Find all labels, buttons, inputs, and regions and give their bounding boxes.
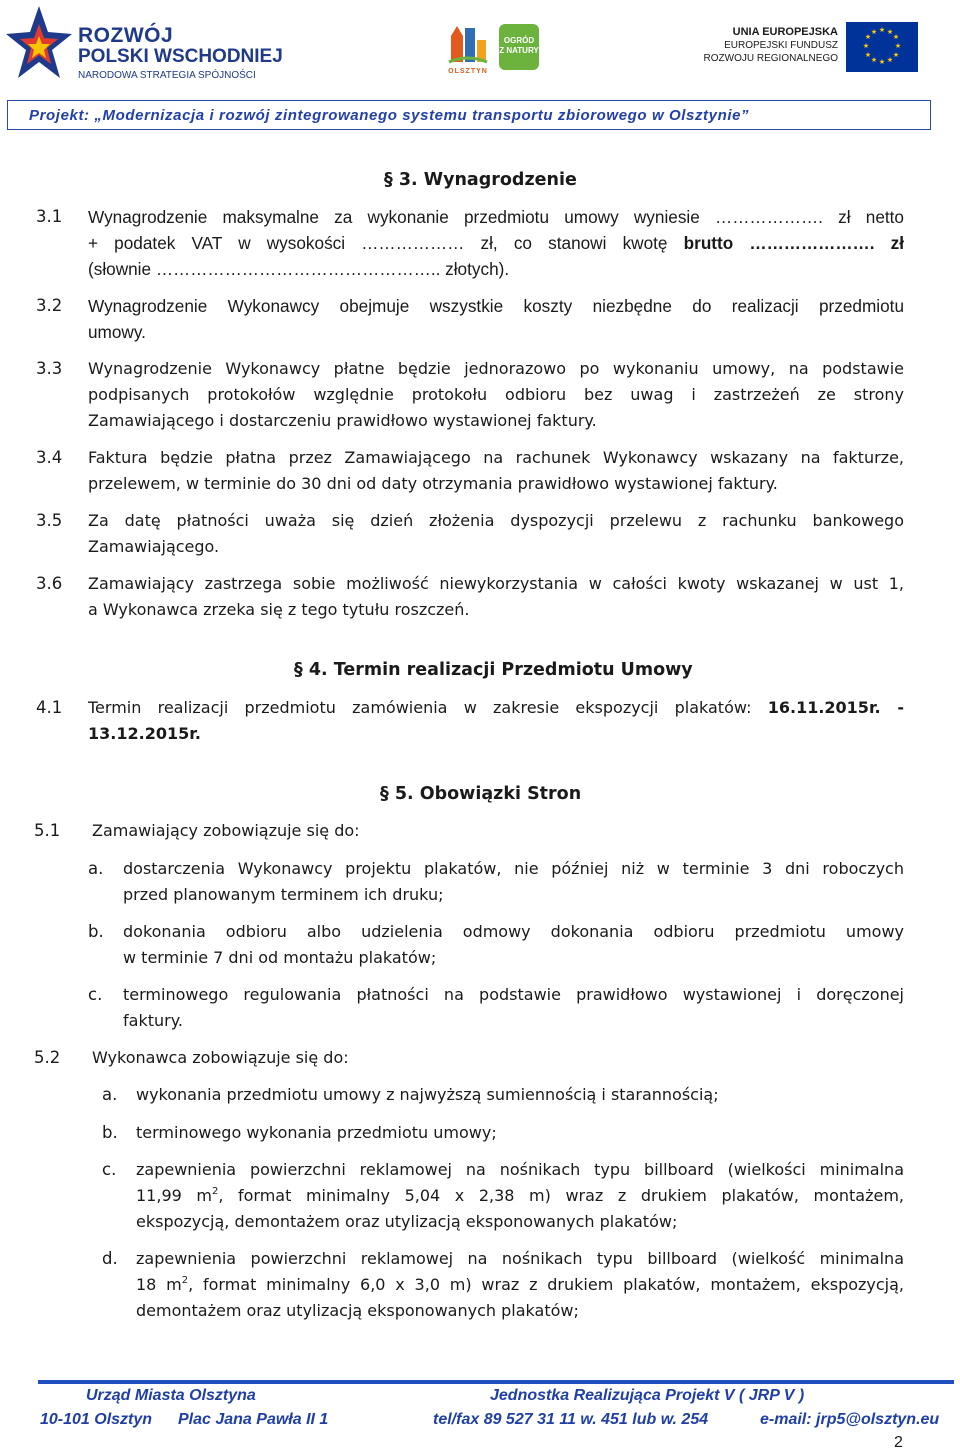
ue-line3: ROZWOJU REGIONALNEGO bbox=[703, 53, 838, 64]
para-3-5-line2: Zamawiającego. bbox=[88, 537, 220, 556]
footer-address-city: 10-101 Olsztyn bbox=[40, 1411, 153, 1428]
para-4-1-start-date: 16.11.2015r. - bbox=[767, 698, 904, 717]
para-3-3-number: 3.3 bbox=[36, 359, 63, 378]
svg-text:★: ★ bbox=[894, 42, 902, 50]
svg-text:★: ★ bbox=[886, 56, 894, 64]
item-5-1-c-line1: terminowego regulowania płatności na podstawie prawidłowo wystawionej i doręczonej bbox=[123, 985, 904, 1004]
footer-unit: Jednostka Realizująca Projekt V ( JRP V ) bbox=[490, 1387, 805, 1404]
para-4-1-text: Termin realizacji przedmiotu zamówienia w zakresie ekspozycji plakatów: bbox=[88, 698, 768, 717]
para-3-4-line1: Faktura będzie płatna przez Zamawiającego na rachunek Wykonawcy wskazany na fakturze, bbox=[88, 448, 904, 467]
para-3-4-number: 3.4 bbox=[36, 448, 63, 467]
item-5-2-d-label: d. bbox=[102, 1249, 118, 1268]
para-3-3-line3: Zamawiającego i dostarczeniu prawidłowo wystawionej faktury. bbox=[88, 411, 597, 430]
footer-divider bbox=[38, 1380, 954, 1384]
ogrod-line2: Z NATURY bbox=[499, 46, 539, 55]
ue-line2: EUROPEJSKI FUNDUSZ bbox=[724, 40, 838, 51]
svg-text:★: ★ bbox=[870, 28, 878, 36]
olsztyn-logo bbox=[447, 18, 547, 80]
eu-flag-icon bbox=[846, 22, 918, 72]
para-4-1-number: 4.1 bbox=[36, 698, 63, 717]
para-5-2-text: Wykonawca zobowiązuje się do: bbox=[92, 1048, 349, 1067]
item-5-2-b-label: b. bbox=[102, 1123, 118, 1142]
item-5-2-c-line2 bbox=[136, 1186, 904, 1205]
item-5-1-b-label: b. bbox=[88, 922, 104, 941]
item-5-1-a-line1: dostarczenia Wykonawcy projektu plakatów, nie później niż w terminie 3 dni roboczych bbox=[123, 859, 904, 878]
section-3-heading: § 3. Wynagrodzenie bbox=[384, 170, 577, 190]
footer-email: e-mail: jrp5@olsztyn.eu bbox=[760, 1411, 940, 1428]
item-5-2-c-label: c. bbox=[102, 1160, 117, 1179]
para-3-1-number: 3.1 bbox=[36, 207, 63, 226]
item-5-2-d-line2 bbox=[136, 1275, 904, 1294]
item-5-1-b-line2: w terminie 7 dni od montażu plakatów; bbox=[123, 948, 437, 967]
para-3-6-line2: a Wykonawca zrzeka się z tego tytułu roszczeń. bbox=[88, 600, 470, 619]
item-5-2-b-line1: terminowego wykonania przedmiotu umowy; bbox=[136, 1123, 497, 1142]
svg-text:★: ★ bbox=[862, 42, 870, 50]
olsztyn-emblem-icon bbox=[447, 18, 489, 68]
svg-text:★: ★ bbox=[870, 56, 878, 64]
para-3-4-line2: przelewem, w terminie do 30 dni od daty otrzymania prawidłowo wystawionej faktury. bbox=[88, 474, 778, 493]
item-5-1-a-label: a. bbox=[88, 859, 104, 878]
svg-text:★: ★ bbox=[892, 51, 900, 59]
svg-text:★: ★ bbox=[864, 51, 872, 59]
para-4-1-line1 bbox=[88, 698, 904, 717]
para-5-1-number: 5.1 bbox=[34, 821, 61, 840]
item-5-2-d-format: , format minimalny 6,0 x 3,0 m) wraz z drukiem plakatów, montażem, ekspozycją, bbox=[188, 1275, 905, 1294]
rozwoj-polski-wschodniej-logo bbox=[6, 4, 296, 84]
ue-line1: UNIA EUROPEJSKA bbox=[732, 26, 838, 38]
rpw-line1: ROZWÓJ bbox=[78, 24, 174, 47]
svg-text:★: ★ bbox=[878, 26, 886, 34]
para-3-1-line1: Wynagrodzenie maksymalne za wykonanie przedmiotu umowy wyniesie ………………. zł netto bbox=[88, 207, 904, 227]
item-5-2-c-line3: ekspozycją, demontażem oraz utylizacją eksponowanych plakatów; bbox=[136, 1212, 678, 1231]
para-3-5-line1: Za datę płatności uważa się dzień złożenia dyspozycji przelewu z rachunku bankowego bbox=[88, 511, 904, 530]
para-3-1-brutto: brutto …………………. zł bbox=[683, 233, 905, 253]
project-banner bbox=[7, 100, 931, 130]
section-5-heading: § 5. Obowiązki Stron bbox=[380, 784, 582, 804]
para-4-1-end-date: 13.12.2015r. bbox=[88, 724, 201, 743]
item-5-1-c-line2: faktury. bbox=[123, 1011, 183, 1030]
rpw-star-icon bbox=[6, 4, 72, 82]
rpw-line2: POLSKI WSCHODNIEJ bbox=[78, 46, 283, 67]
para-3-1-line2 bbox=[88, 233, 904, 254]
page-number: 2 bbox=[894, 1434, 903, 1451]
para-3-2-number: 3.2 bbox=[36, 296, 63, 315]
item-5-2-a-label: a. bbox=[102, 1085, 118, 1104]
para-3-5-number: 3.5 bbox=[36, 511, 63, 530]
para-3-2-line1: Wynagrodzenie Wykonawcy obejmuje wszystkie koszty niezbędne do realizacji przedmiotu bbox=[88, 296, 904, 316]
svg-text:★: ★ bbox=[886, 28, 894, 36]
item-5-2-c-sup: 2 bbox=[211, 1186, 219, 1197]
footer-address-street: Plac Jana Pawła II 1 bbox=[178, 1411, 329, 1428]
item-5-2-c-area: 11,99 m bbox=[136, 1186, 212, 1205]
item-5-2-c-line1: zapewnienia powierzchni reklamowej na nośnikach typu billboard (wielkości minimalna bbox=[136, 1160, 904, 1179]
para-3-6-line1: Zamawiający zastrzega sobie możliwość niewykorzystania w całości kwoty wskazanej w ust 1, bbox=[88, 574, 904, 593]
rpw-line3: NARODOWA STRATEGIA SPÓJNOŚCI bbox=[78, 70, 256, 81]
svg-text:★: ★ bbox=[892, 33, 900, 41]
item-5-2-d-line1: zapewnienia powierzchni reklamowej na nośnikach typu billboard (wielkość minimalna bbox=[136, 1249, 904, 1268]
item-5-1-b-line1: dokonania odbioru albo udzielenia odmowy dokonania odbioru przedmiotu umowy bbox=[123, 922, 904, 941]
item-5-1-c-label: c. bbox=[88, 985, 103, 1004]
item-5-2-c-format: , format minimalny 5,04 x 2,38 m) wraz z drukiem plakatów, montażem, bbox=[218, 1186, 904, 1205]
svg-text:★: ★ bbox=[864, 33, 872, 41]
para-3-1-line3: (słownie ………………………………………….. złotych). bbox=[88, 259, 510, 279]
para-3-2-line2: umowy. bbox=[88, 322, 146, 342]
para-5-1-text: Zamawiający zobowiązuje się do: bbox=[92, 821, 360, 840]
para-3-6-number: 3.6 bbox=[36, 574, 63, 593]
eu-logo bbox=[700, 20, 920, 76]
footer-office: Urząd Miasta Olsztyna bbox=[86, 1387, 256, 1404]
item-5-2-d-line3: demontażem oraz utylizacją eksponowanych plakatów; bbox=[136, 1301, 579, 1320]
para-4-1-line2 bbox=[88, 724, 201, 743]
para-3-3-line2: podpisanych protokołów względnie protokołu odbioru bez uwag i zastrzeżeń ze strony bbox=[88, 385, 904, 404]
svg-text:★: ★ bbox=[878, 58, 886, 66]
item-5-2-d-area: 18 m bbox=[136, 1275, 182, 1294]
para-5-2-number: 5.2 bbox=[34, 1048, 61, 1067]
item-5-2-d-sup: 2 bbox=[181, 1275, 189, 1286]
footer-phone: tel/fax 89 527 31 11 w. 451 lub w. 254 bbox=[433, 1411, 709, 1428]
para-3-1-vat: + podatek VAT w wysokości ……………… zł, co stanowi kwotę bbox=[88, 233, 684, 253]
olsztyn-label: OLSZTYN bbox=[448, 68, 488, 75]
section-4-heading: § 4. Termin realizacji Przedmiotu Umowy bbox=[294, 660, 693, 680]
ogrod-line1: OGRÓD bbox=[503, 36, 535, 45]
project-title: Projekt: „Modernizacja i rozwój zintegrowanego systemu transportu zbiorowego w Olsztynie” bbox=[29, 107, 750, 124]
ogrod-z-natury-logo bbox=[499, 24, 539, 70]
item-5-1-a-line2: przed planowanym terminem ich druku; bbox=[123, 885, 444, 904]
para-3-3-line1: Wynagrodzenie Wykonawcy płatne będzie jednorazowo po wykonaniu umowy, na podstawie bbox=[88, 359, 904, 378]
item-5-2-a-line1: wykonania przedmiotu umowy z najwyższą sumiennością i starannością; bbox=[136, 1085, 719, 1104]
